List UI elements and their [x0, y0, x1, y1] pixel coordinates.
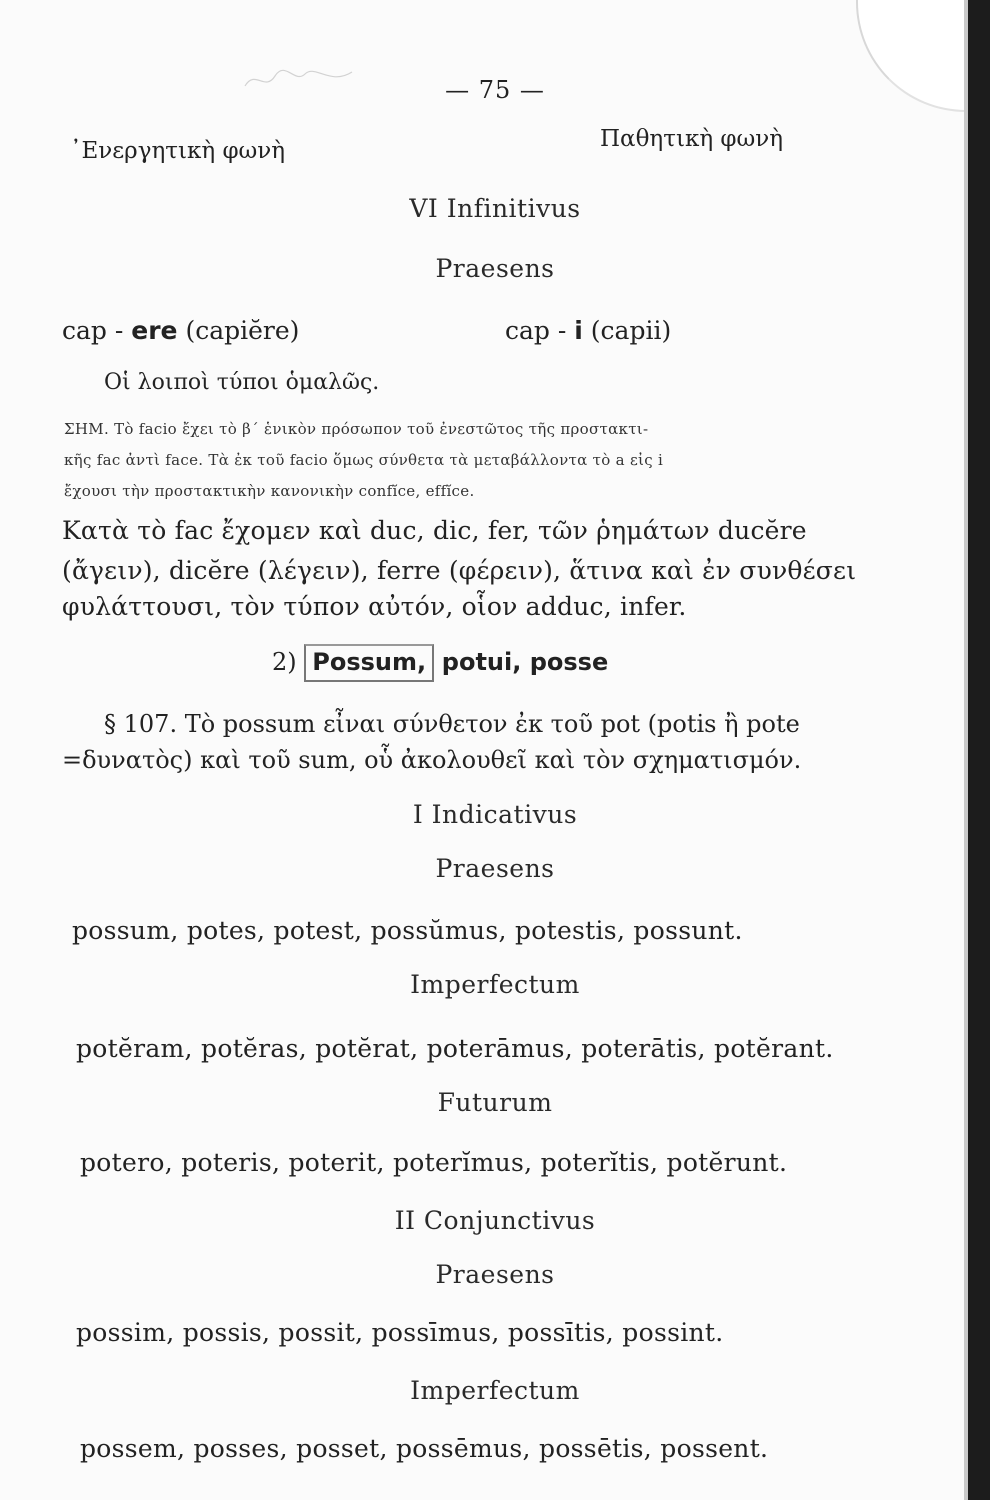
note-line: ΣΗΜ. Τὸ facio ἔχει τὸ β΄ ἑνικὸν πρόσωπον τοῦ ἐνεστῶτος τῆς προστακτι- — [64, 420, 649, 438]
passive-stem: cap - — [505, 316, 575, 345]
indicativus-imperfectum-label: Imperfectum — [410, 970, 580, 999]
active-voice-header: ᾿Ενεργητικὴ φωνὴ — [70, 138, 286, 164]
note-line: ἔχουσι τὴν προστακτικὴν κανονικὴν confĭce, effĭce. — [64, 482, 475, 500]
active-ending: ere — [131, 316, 178, 345]
indicativus-praesens-label: Praesens — [435, 854, 555, 883]
paragraph-line: φυλάττουσι, τὸν τύπον αὐτόν, οἷον adduc, infer. — [62, 592, 687, 621]
section-107-line: =δυνατὸς) καὶ τοῦ sum, οὗ ἀκολουθεῖ καὶ τὸν σχηματισμόν. — [62, 746, 802, 774]
note-line: κῆς fac ἀντὶ face. Τὰ ἐκ τοῦ facio ὅμως σύνθετα τὰ μεταβάλλοντα τὸ a εἰς i — [64, 451, 664, 469]
passive-infinitive — [505, 318, 671, 343]
infinitivus-praesens-label: Praesens — [435, 254, 555, 283]
paragraph-line: (ἄγειν), dicĕre (λέγειν), ferre (φέρειν), ἅτινα καὶ ἐν συνθέσει — [62, 556, 857, 585]
possum-principal-parts: potui, posse — [441, 648, 609, 676]
page-number: — 75 — — [445, 76, 545, 104]
conjunctivus-title: II Conjunctivus — [394, 1206, 596, 1235]
indicativus-futurum-forms: potero, poteris, poterit, poterĭmus, poterĭtis, potĕrunt. — [80, 1148, 788, 1177]
conjunctivus-praesens-label: Praesens — [435, 1260, 555, 1289]
indicativus-title: I Indicativus — [412, 800, 578, 829]
conjunctivus-imperfectum-forms: possem, posses, posset, possēmus, possētis, possent. — [80, 1434, 769, 1463]
possum-heading — [272, 650, 608, 674]
passive-voice-header: Παθητικὴ φωνὴ — [600, 126, 784, 152]
possum-boxed-word: Possum, — [304, 644, 434, 682]
infinitivus-title: VI Infinitivus — [409, 194, 581, 223]
active-full-form: (capiĕre) — [177, 316, 300, 345]
conjunctivus-imperfectum-label: Imperfectum — [410, 1376, 580, 1405]
indicativus-futurum-label: Futurum — [437, 1088, 553, 1117]
section-number: 2) — [272, 648, 297, 676]
scan-border — [968, 0, 990, 1500]
section-107-line: § 107. Τὸ possum εἶναι σύνθετον ἐκ τοῦ pot (potis ἢ pote — [104, 710, 800, 738]
other-forms-line: Οἱ λοιποὶ τύποι ὁμαλῶς. — [104, 370, 380, 395]
active-stem: cap - — [62, 316, 132, 345]
paragraph-line: Κατὰ τὸ fac ἔχομεν καὶ duc, dic, fer, τῶν ῥημάτων ducĕre — [62, 516, 807, 545]
passive-ending: i — [574, 316, 583, 345]
passive-full-form: (capii) — [582, 316, 672, 345]
active-infinitive — [62, 318, 299, 343]
indicativus-praesens-forms: possum, potes, potest, possŭmus, potestis, possunt. — [72, 916, 743, 945]
indicativus-imperfectum-forms: potĕram, potĕras, potĕrat, poterāmus, poterātis, potĕrant. — [76, 1034, 834, 1063]
conjunctivus-praesens-forms: possim, possis, possit, possīmus, possītis, possint. — [76, 1318, 724, 1347]
